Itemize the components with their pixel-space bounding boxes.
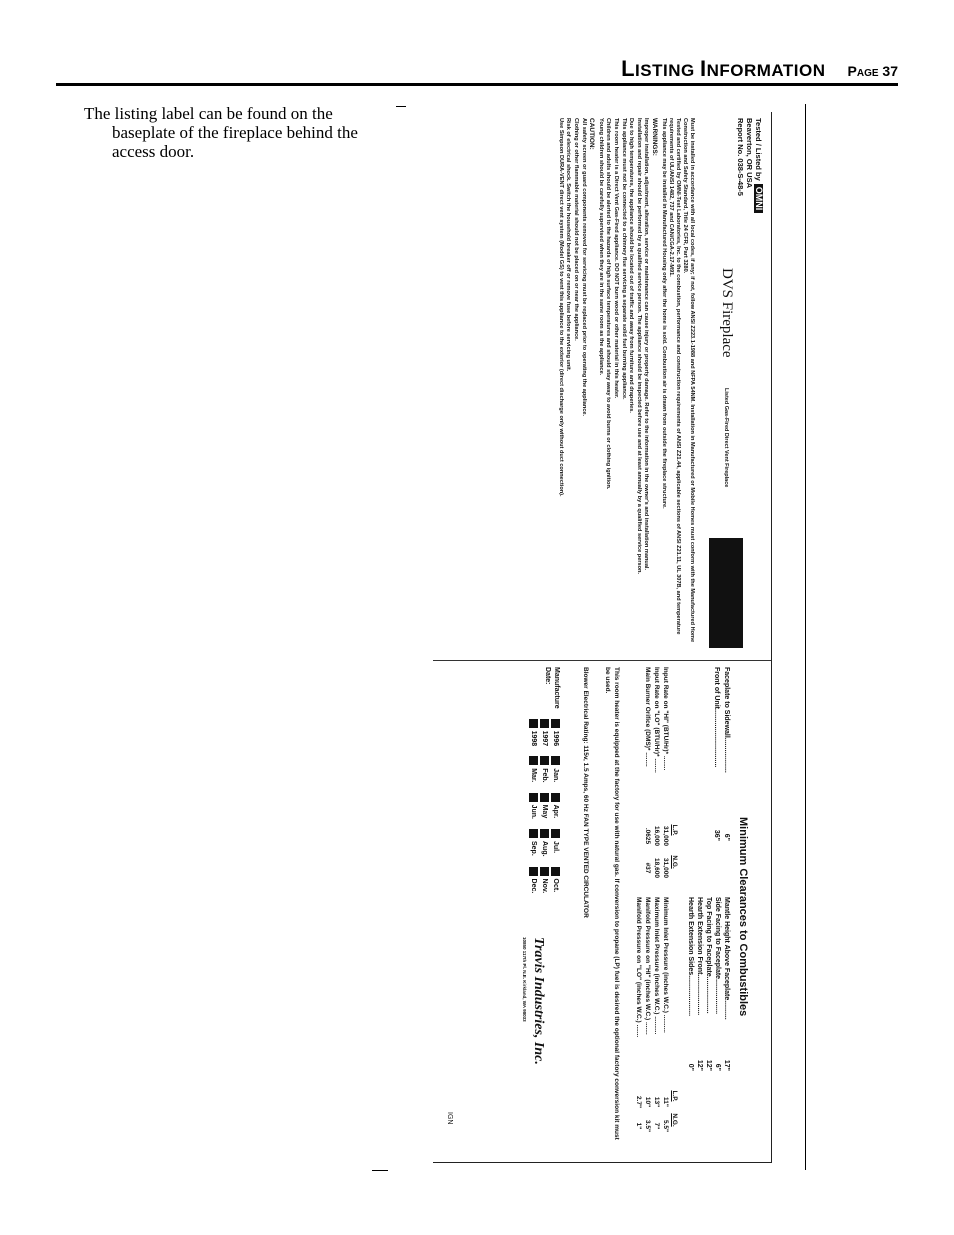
- page-number: Page 37: [847, 63, 898, 79]
- blower-rating: Blower Electrical Rating: 115v, 1.5 Amps, 60 Hz FAN TYPE VENTED CIRCULATOR: [582, 667, 589, 918]
- label-warnings-section: [433, 112, 771, 661]
- pressure-specs: L.P. N.G. Minimum Inlet Pressure (inches W.C.) .......... 11" 5.5" Maximum Inlet Pressure (inches W.C.) .......... 13" 7" Manifold Pressure on "HI" (inches W.C.) ....... 10" 3.5" Manifold Pressure on "LO" (inches W.C.) ....... 2.7" 1": [635, 897, 678, 1133]
- clearances-right: Mantle Height Above Faceplate.......... 17" Side Facing to Faceplate.................. 6" Top Facing to Faceplate................... 12" Hearth Extension Front..................... 12" Hearth Extension Sides..................... 0": [687, 897, 730, 1071]
- checkbox-icon: [551, 793, 560, 802]
- label-body-text: Must be installed in accordance with all local codes, if any; if not, follow ANSI Z223.1-1988 and NFPA 54NM. Installation in Manufactured or Mobile Homes must conform with the Manufactured Home Construction and Safety Standard, Title 24 CFR, Part 3280. Tested and certified by OMNI-Test Laboratories, Inc. to the combustion, performance and construction requirements of ANSI Z21.44, applicable sections of ANSI Z21.11, UL 307B, and temperature requirements of UL/ANSI 1482, 737 and CAN/CGA-2.17-M91. This appliance may be installed in Manufactured Housing only after the home is sold. Combustion air is drawn from outside the fireplace structure. WARNINGS: Improper installation, adjustment, alteration, service or maintenance can cause injury or property damage. Refer to the information in the owner's and installation manual. Installation and repair should be performed by a qualified service person. The appliance should be inspected before use and at least annually by a qualified service person. Due to high temperatures, the appliance should be located out of traffic and away from furniture and draperies. This appliance must not be connected to a chimney flue servicing a separate solid fuel burning appliance. This room heater is a Direct Vent Gas-Fired appliance. DO NOT burn wood or other material in this heater. Children and adults should be alerted to the hazards of high surface temperatures and should stay away to avoid burns or clothing ignition. Young children should be carefully supervised when they are in the same room as the appliance. CAUTION: All safety screen or guard components removed for servicing must be replaced prior to operating the appliance. Clothing or other flammable material should not be placed on or near the appliance. Risk of electrical shock. Switch the household breaker off or remove fuse before servicing unit. Use Simpson DURA-VENT direct vent system (Model GS) to vent this appliance to the exterior (direct discharge only without duct connection).: [556, 118, 695, 653]
- listing-label-rotated: [433, 112, 771, 1162]
- checkbox-icon: [551, 719, 560, 728]
- label-specs-section: [433, 667, 771, 1157]
- page-header: [621, 56, 898, 82]
- manufacture-date: Manufacture Date: 1996 1997 1998 Jan. Feb. Mar. Apr. May Jun. Jul. Aug. Sep. Oct. Nov. Dec.: [530, 667, 560, 894]
- input-specs: L.P. N.G. Input Rate on "HI" (BTU/Hr)* ........ 31,000 31,000 Input Rate on "LO" (BTU/Hr)* ........ 16,000 18,600 Main Burner Orifice (DMS)* ........ .0625 #37: [644, 667, 678, 878]
- serial-block: [709, 538, 743, 648]
- label-header: Tested / Listed byOMNIBeaverton, OR USA Report No. 038-S-48-5 DVS Fireplace Listed Gas-Fired Direct Vent Fireplace: [695, 118, 763, 654]
- clearances-title: Minimum Clearances to Combustibles: [737, 817, 749, 1017]
- checkbox-icon: [529, 829, 538, 838]
- checkbox-icon: [551, 756, 560, 765]
- conversion-note: This room heater is equipped at the factory for use with natural gas. If conversion to propane (LP) fuel is desired the optional factory conversion kit must be used.: [604, 667, 620, 1140]
- checkbox-icon: [540, 867, 549, 876]
- checkbox-icon: [529, 867, 538, 876]
- right-margin-rule: [805, 104, 806, 1170]
- header-rule: [56, 83, 898, 86]
- checkbox-icon: [529, 756, 538, 765]
- checkbox-icon: [540, 829, 549, 838]
- checkbox-icon: [529, 719, 538, 728]
- company-address: 10850 117th Pl. N.E. Kirkland, WA 98033: [522, 937, 527, 1022]
- checkbox-icon: [551, 867, 560, 876]
- checkbox-icon: [529, 793, 538, 802]
- travis-industries-logo: Travis Industries, Inc.: [531, 937, 546, 1065]
- label-code: IGN: [446, 1112, 453, 1125]
- crop-mark-top: [396, 106, 406, 107]
- intro-text: The listing label can be found on the baseplate of the fireplace behind the access door.: [84, 104, 358, 161]
- omni-logo: OMNI: [754, 184, 763, 214]
- section-title: LISTING INFORMATION: [621, 56, 826, 81]
- checkbox-icon: [540, 793, 549, 802]
- checkbox-icon: [551, 829, 560, 838]
- product-name: DVS Fireplace: [719, 268, 735, 358]
- clearances-left: Faceplate to Sidewall.................. 6" Front of Unit.............................. 36": [713, 667, 730, 841]
- checkbox-icon: [540, 756, 549, 765]
- warnings-heading: WARNINGS:: [651, 118, 659, 156]
- checkbox-icon: [540, 719, 549, 728]
- listing-label-image: [433, 112, 772, 1163]
- listed-type: Listed Gas-Fired Direct Vent Fireplace: [723, 388, 729, 488]
- caution-heading: CAUTION:: [588, 118, 596, 150]
- crop-mark-bottom: [372, 1170, 388, 1171]
